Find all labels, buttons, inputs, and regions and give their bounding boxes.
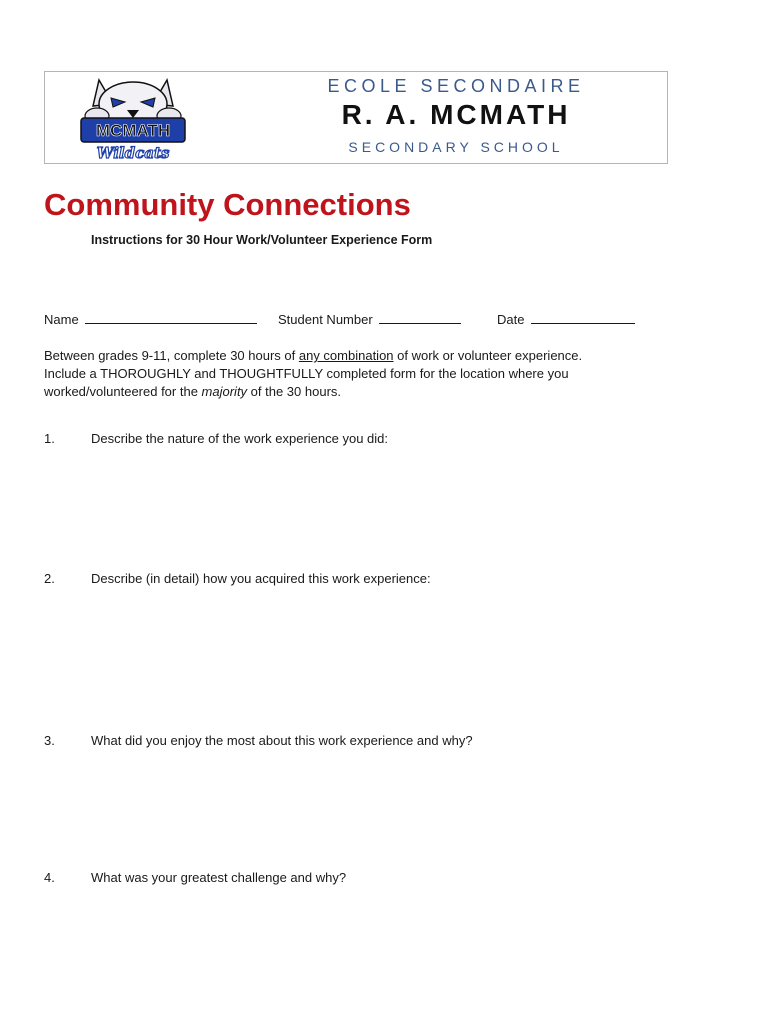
intro-italic: majority [201,384,248,399]
school-name: R. A. MCMATH [341,99,571,130]
form-subtitle: Instructions for 30 Hour Work/Volunteer Experience Form [91,233,433,247]
name-input-line[interactable] [85,310,257,324]
question-text: What was your greatest challenge and why? [91,870,347,885]
student-number-input-line[interactable] [379,310,461,324]
intro-text-3: Include a THOROUGHLY and THOUGHTFULLY completed form for the location where you [44,366,569,381]
name-label: Name [44,312,79,327]
intro-text-1: Between grades 9-11, complete 30 hours of [44,348,299,363]
intro-text-4: worked/volunteered for the [44,384,202,399]
date-field [497,310,635,327]
name-field [44,310,257,327]
school-name-block [245,72,667,163]
page-title: Community Connections [44,187,411,222]
ecole-secondaire-text: ECOLE SECONDAIRE [327,76,585,96]
question-number: 2. [44,571,55,586]
intro-text-2: of work or volunteer experience. [393,348,583,363]
student-number-field [278,310,461,327]
question-text: Describe (in detail) how you acquired this work experience: [91,571,431,586]
date-input-line[interactable] [531,310,635,324]
question-text: What did you enjoy the most about this work experience and why? [91,733,473,748]
school-header [44,71,668,164]
date-label: Date [497,312,525,327]
intro-underlined: any combination [298,348,394,363]
logo-text-bottom: Wildcats [96,144,170,162]
wildcat-logo-icon [77,74,189,164]
question-number: 4. [44,870,55,885]
student-number-label: Student Number [278,312,373,327]
question-number: 1. [44,431,55,446]
logo-text-top: MCMATH [95,121,171,140]
question-text: Describe the nature of the work experience you did: [91,431,389,446]
question-number: 3. [44,733,55,748]
secondary-school-text: SECONDARY SCHOOL [348,139,564,155]
instructions-paragraph [44,347,644,401]
intro-text-5: of the 30 hours. [247,384,342,399]
